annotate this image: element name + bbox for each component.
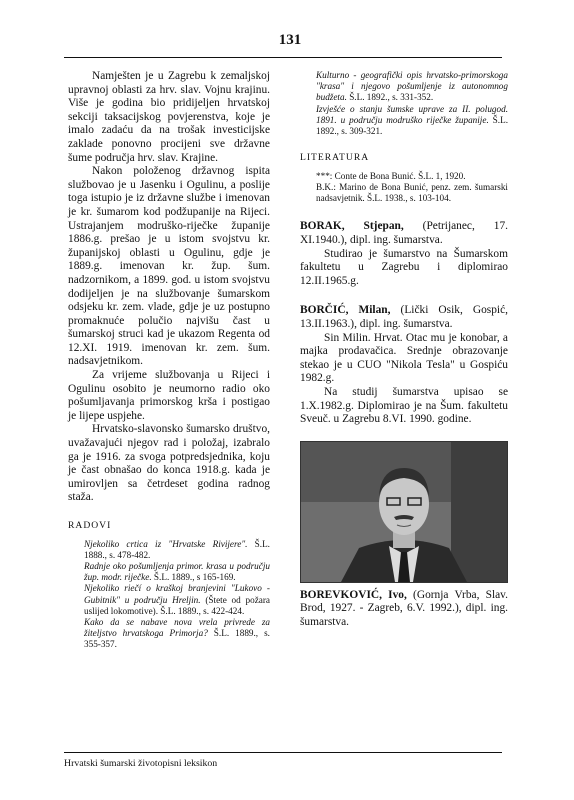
work-title: Kako da se nabave nova vrela privrede za žiteljstvo hrvatskoga Primorja? [84, 617, 270, 639]
page-number: 131 [278, 32, 302, 48]
literatura-heading: LITERATURA [300, 152, 370, 164]
entry-name: BOREVKOVIĆ, Ivo, [300, 588, 407, 601]
paragraph: Namješten je u Zagrebu k zemaljskoj upravnoj oblasti za hrv. slav. Vojnu krajinu. Više je godina bio pridijeljen hrvatskoj sekciji taksacijskog povjerenstva, koje je imalo zadaću da na trošak investicijske zaklade ponovno procijeni sve državne šume područja hrv. slav. Krajine. [68, 70, 270, 164]
paragraph: Na studij šumarstva upisao se 1.X.1982.g. Diplomirao je na Šum. fakultetu Sveuč. u Zagrebu 8.VI. 1990. godine. [300, 385, 508, 426]
entry-header [300, 589, 508, 630]
entry-details: (Petrijanec, 17. XI.1940.), dipl. ing. šumarstva. [300, 220, 508, 247]
entry-name: BORAK, Stjepan, [300, 220, 404, 233]
entry-details: (Lički Osik, Gospić, 13.II.1963.), dipl. ing. šumarstva. [300, 304, 508, 330]
work-title: Njekoliko crtica iz "Hrvatske Rivijere". [84, 538, 248, 549]
work-source: (Štete od požara uslijed lokomotive). Š.L. 1889., s. 422-424. [84, 594, 270, 616]
bibliography-entry [68, 539, 270, 561]
footer-text: Hrvatski šumarski životopisni leksikon [64, 758, 218, 769]
bibliography-entry [68, 617, 270, 651]
entry-header [300, 220, 508, 247]
bibliography-entry [300, 104, 508, 138]
paragraph: Za vrijeme službovanja u Rijeci i Ogulinu osobito je neumorno radio oko pošumljavanja primorskog krša i postigao je lijepe uspjehe. [68, 369, 270, 422]
portrait-image [301, 442, 507, 582]
bibliography-entry [68, 561, 270, 583]
work-title: Njekoliko riečí o kraškoj branjevini "Lukovo - Gubitnik" u području Hreljin. [84, 583, 270, 605]
literature-entry: ***: Conte de Bona Bunić. Š.L. 1, 1920. [316, 170, 466, 181]
work-source: Š.L. 1892., s. 331-352. [346, 92, 434, 103]
work-source: Š.L. 1889., s. 355-357. [84, 628, 270, 650]
paragraph: Nakon položenog državnog ispita službovao je u Jasenku i Ogulinu, a poslije toga istupio je iz državne službe i imenovan je kr. šumarom kod podžupanije na Rijeci. Ustrajanjem modruško-riječke županije 1886.g. prešao je u istom svojstvu kr. županijskoj oblasti u Ogulinu, gdje je 1889.g. imenovan kr. žup. šum. nadzornikom, a 1899. god. u istom svojstvu dodijeljen je na službovanje šumarskom odsjeku kr. zem. vlade, gdje je uz postupno promaknuće polučio najvišu čast u šumarskoj struci kad je ukazom Regenta od 12.XI. 1919. imenovan kr. zem. šum. nadsavjetnikom. [68, 165, 270, 368]
left-column [68, 70, 270, 651]
header-rule [64, 57, 502, 58]
work-title: Radnje oko pošumljenja primor. krasa u području žup. modr. riječke. [84, 561, 270, 583]
paragraph: Hrvatsko-slavonsko šumarsko društvo, uvažavajući njegov rad i položaj, izabralo ga je 1916. za svoga potpredsjednika, koju je čast obnašao do konca 1918.g. kada je umirovljen sa četrdeset godina radnog staža. [68, 423, 270, 504]
paragraph: Studirao je šumarstvo na Šumarskom fakultetu u Zagrebu i diplomirao 12.II.1965.g. [300, 247, 508, 287]
footer-rule [64, 752, 502, 753]
work-source: Š.L. 1888., s. 478-482. [84, 538, 270, 560]
radovi-heading: RADOVI [68, 520, 112, 531]
work-title: Kulturno - geografički opis hrvatsko-primorskoga "krasa" i njegovo pošumljenje iz autonomnog budžeta. [316, 70, 508, 103]
work-source: Š.L. 1889., s 165-169. [151, 572, 236, 583]
right-column [300, 70, 508, 630]
work-source: Š.L. 1892., s. 309-321. [316, 114, 508, 137]
entry-name: BORČIĆ, Milan, [300, 304, 391, 317]
portrait-photo [300, 441, 508, 583]
entry-details: (Gornja Vrba, Slav. Brod, 1927. - Zagreb, 6.V. 1992.), dipl. ing. šumarstva. [300, 588, 508, 628]
work-title: Izvješće o stanju šumske uprave za II. polugod. 1891. u području modruško riječke županije. [316, 103, 508, 125]
entry-header [300, 304, 508, 331]
paragraph: Sin Milin. Hrvat. Otac mu je konobar, a majka prodavačica. Srednje obrazovanje stekao je u CUO "Nikola Tesla" u Gospiću 1982.g. [300, 331, 508, 385]
bibliography-entry [300, 70, 508, 104]
bibliography-entry [68, 583, 270, 617]
literature-entry: B.K.: Marino de Bona Bunić, penz. zem. šumarski nadsavjetnik. Š.L. 1938., s. 103-104. [316, 182, 508, 204]
